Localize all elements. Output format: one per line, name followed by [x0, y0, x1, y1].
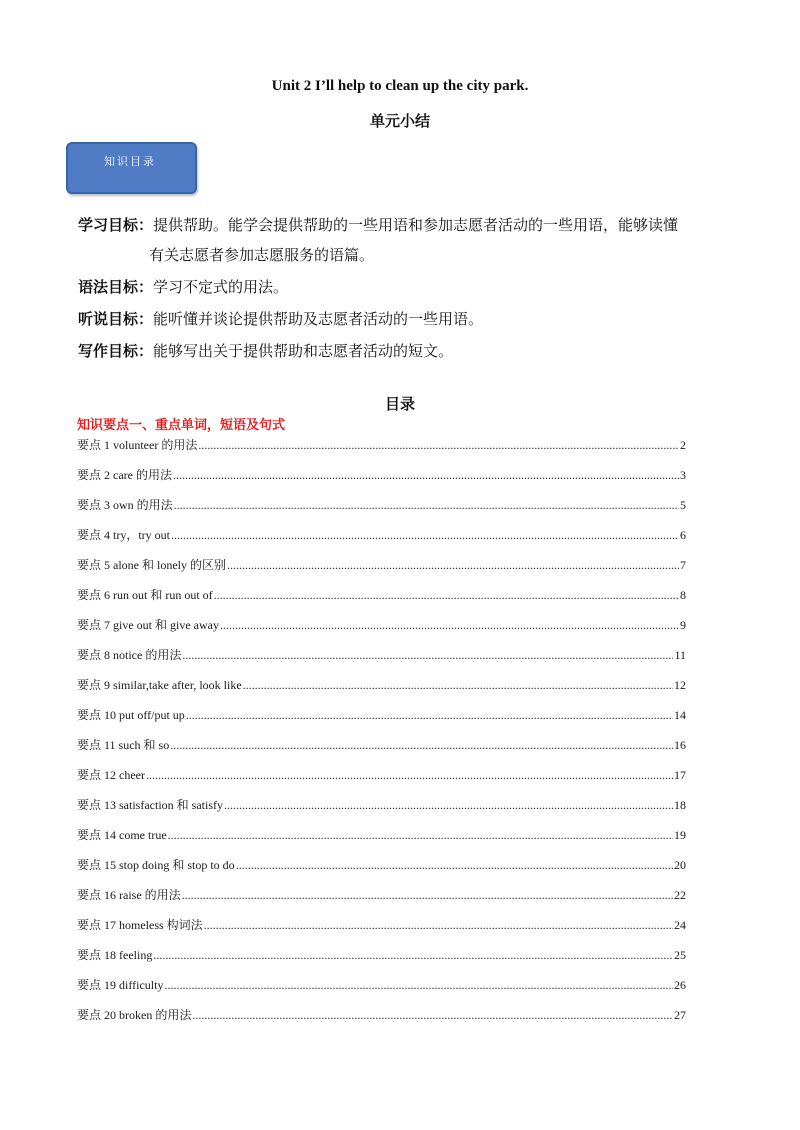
toc-item[interactable]	[77, 766, 686, 796]
toc-item-label: 要点 4 try，try out	[77, 528, 170, 542]
toc-item[interactable]	[77, 586, 686, 616]
toc-leader-dots	[236, 858, 673, 873]
goal-label: 听说目标：	[78, 310, 154, 328]
toc-item-page: 16	[674, 738, 686, 752]
toc-item-page: 20	[674, 858, 686, 872]
toc-item[interactable]	[77, 1006, 686, 1036]
toc-item-label: 要点 6 run out 和 run out of	[77, 588, 213, 602]
toc-item[interactable]	[77, 856, 686, 886]
toc-item-label: 要点 12 cheer	[77, 768, 145, 782]
toc-leader-dots	[168, 828, 673, 843]
toc-leader-dots	[192, 1008, 673, 1023]
toc-item-page: 12	[674, 678, 686, 692]
toc-item-label: 要点 3 own 的用法	[77, 498, 173, 512]
toc-leader-dots	[174, 498, 679, 513]
toc-item-page: 14	[674, 708, 686, 722]
goal-listening-speaking	[78, 304, 738, 334]
toc-item[interactable]	[77, 616, 686, 646]
goal-label: 语法目标：	[78, 278, 154, 296]
toc-leader-dots	[204, 918, 673, 933]
toc-item[interactable]	[77, 886, 686, 916]
toc-leader-dots	[171, 528, 679, 543]
toc-item-label: 要点 19 difficulty	[77, 978, 164, 992]
toc-leader-dots	[182, 888, 673, 903]
toc-item[interactable]	[77, 556, 686, 586]
toc-leader-dots	[146, 768, 673, 783]
toc-leader-dots	[227, 558, 679, 573]
document-subtitle: 单元小结	[369, 112, 430, 130]
toc-item-page: 11	[674, 648, 686, 662]
toc-item[interactable]	[77, 976, 686, 1006]
toc-item-label: 要点 8 notice 的用法	[77, 648, 182, 662]
toc-item[interactable]	[77, 826, 686, 856]
goal-learning	[78, 210, 738, 270]
toc-leader-dots	[186, 708, 673, 723]
toc-item-page: 17	[674, 768, 686, 782]
toc-item-page: 27	[674, 1008, 686, 1022]
toc-item-page: 3	[680, 468, 686, 482]
toc-heading: 目录	[384, 395, 415, 413]
toc-item-page: 8	[680, 588, 686, 602]
toc-leader-dots	[170, 738, 673, 753]
goal-grammar	[78, 272, 738, 302]
toc-leader-dots	[243, 678, 673, 693]
toc-item-page: 6	[680, 528, 686, 542]
goal-text: 学习不定式的用法。	[153, 278, 289, 296]
toc-leader-dots	[153, 948, 673, 963]
document-title: Unit 2 I’ll help to clean up the city park.	[271, 78, 529, 94]
toc-item-page: 22	[674, 888, 686, 902]
knowledge-catalog-label: 知识目录	[104, 155, 156, 168]
goal-label: 学习目标：	[78, 216, 154, 234]
goal-text: 能够写出关于提供帮助和志愿者活动的短文。	[153, 342, 454, 360]
toc-item-label: 要点 9 similar,take after, look like	[77, 678, 242, 692]
toc-item-label: 要点 11 such 和 so	[77, 738, 170, 752]
toc-item-page: 9	[680, 618, 686, 632]
toc-item-page: 18	[674, 798, 686, 812]
toc-item[interactable]	[77, 916, 686, 946]
toc-item-label: 要点 18 feeling	[77, 948, 153, 962]
toc-item[interactable]	[77, 706, 686, 736]
toc-leader-dots	[214, 588, 679, 603]
toc-item-label: 要点 10 put off/put up	[77, 708, 185, 722]
toc-section-title: 知识要点一、重点单词，短语及句式	[77, 418, 286, 433]
toc-item-label: 要点 5 alone 和 lonely 的区别	[77, 558, 226, 572]
toc-item-page: 2	[680, 438, 686, 452]
toc-item[interactable]	[77, 736, 686, 766]
toc-item[interactable]	[77, 496, 686, 526]
toc-leader-dots	[164, 978, 673, 993]
toc-item-label: 要点 7 give out 和 give away	[77, 618, 219, 632]
toc-leader-dots	[220, 618, 679, 633]
toc-item-page: 24	[674, 918, 686, 932]
goal-writing	[78, 336, 738, 366]
goal-text: 提供帮助。能学会提供帮助的一些用语和参加志愿者活动的一些用语，能够读懂	[153, 216, 679, 234]
toc-leader-dots	[198, 438, 679, 453]
knowledge-catalog-box	[66, 142, 197, 194]
goal-text: 能听懂并谈论提供帮助及志愿者活动的一些用语。	[153, 310, 484, 328]
toc-item-label: 要点 13 satisfaction 和 satisfy	[77, 798, 223, 812]
toc-item-page: 5	[680, 498, 686, 512]
toc-item[interactable]	[77, 466, 686, 496]
toc-item[interactable]	[77, 946, 686, 976]
toc-item[interactable]	[77, 526, 686, 556]
toc-item-label: 要点 16 raise 的用法	[77, 888, 181, 902]
goal-label: 写作目标：	[78, 342, 154, 360]
toc-item-label: 要点 15 stop doing 和 stop to do	[77, 858, 235, 872]
table-of-contents	[77, 436, 686, 1036]
toc-leader-dots	[173, 468, 679, 483]
toc-item-page: 7	[680, 558, 686, 572]
toc-item-page: 25	[674, 948, 686, 962]
toc-leader-dots	[224, 798, 673, 813]
toc-item-label: 要点 1 volunteer 的用法	[77, 438, 198, 452]
toc-item-page: 26	[674, 978, 686, 992]
goal-text-continuation: 有关志愿者参加志愿服务的语篇。	[149, 246, 375, 264]
toc-item[interactable]	[77, 676, 686, 706]
toc-item[interactable]	[77, 436, 686, 466]
toc-item-label: 要点 2 care 的用法	[77, 468, 172, 482]
toc-item-label: 要点 20 broken 的用法	[77, 1008, 192, 1022]
toc-item[interactable]	[77, 646, 686, 676]
toc-item[interactable]	[77, 796, 686, 826]
toc-item-label: 要点 14 come true	[77, 828, 167, 842]
toc-item-page: 19	[674, 828, 686, 842]
toc-leader-dots	[182, 648, 673, 663]
toc-item-label: 要点 17 homeless 构词法	[77, 918, 203, 932]
